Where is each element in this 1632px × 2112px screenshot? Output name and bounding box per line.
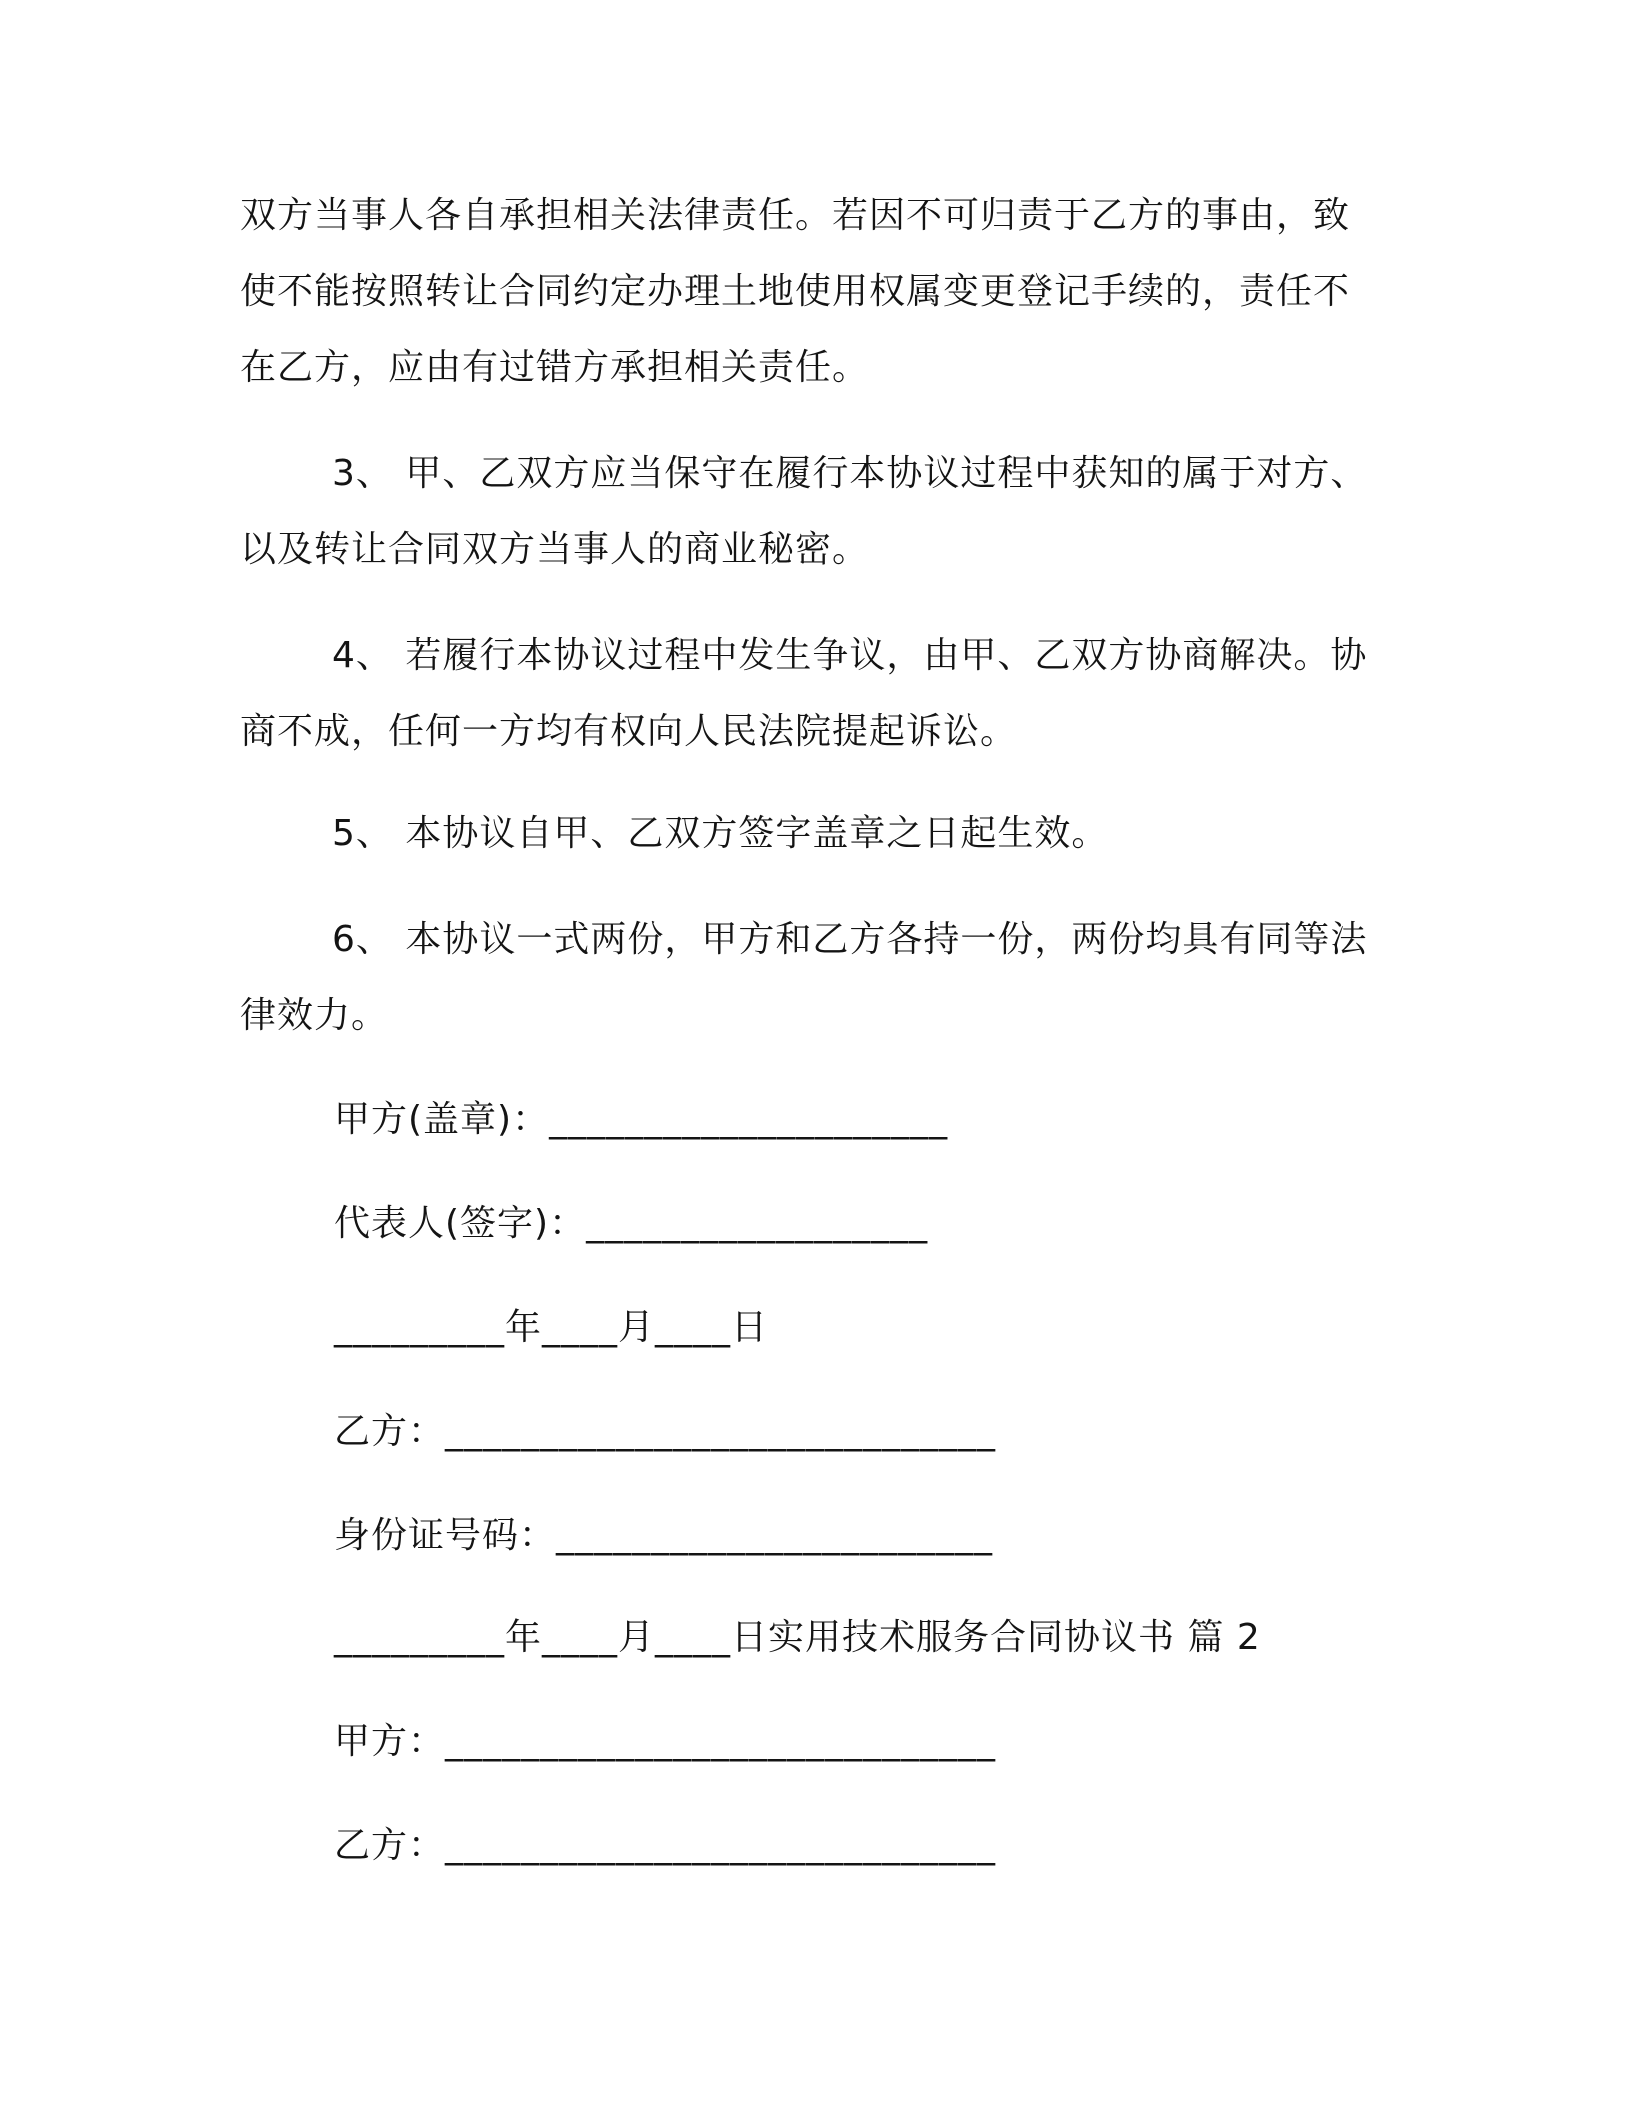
representative-signature-line: 代表人(签字)：__________________ — [334, 1203, 929, 1244]
date-line-1: _________年____月____日 — [334, 1307, 768, 1348]
paragraph-clause-3: 3、 甲、乙双方应当保守在履行本协议过程中获知的属于对方、以及转让合同双方当事人的商业秘密。 — [240, 453, 1368, 570]
party-b-line: 乙方：_____________________________ — [334, 1411, 997, 1452]
paragraph-liability: 双方当事人各自承担相关法律责任。若因不可归责于乙方的事由，致使不能按照转让合同约定办理土地使用权属变更登记手续的，责任不在乙方，应由有过错方承担相关责任。 — [240, 195, 1351, 388]
paragraph-clause-5: 5、 本协议自甲、乙双方签字盖章之日起生效。 — [332, 813, 1109, 854]
party-b-line-2: 乙方：_____________________________ — [334, 1825, 997, 1866]
paragraph-clause-6: 6、 本协议一式两份，甲方和乙方各持一份，两份均具有同等法律效力。 — [240, 919, 1368, 1036]
party-a-seal-line: 甲方(盖章)：_____________________ — [334, 1099, 949, 1140]
date-line-and-heading: _________年____月____日实用技术服务合同协议书 篇 2 — [334, 1617, 1261, 1658]
id-number-line: 身份证号码：_______________________ — [334, 1515, 994, 1556]
paragraph-clause-4: 4、 若履行本协议过程中发生争议，由甲、乙双方协商解决。协商不成，任何一方均有权向人民法院提起诉讼。 — [240, 635, 1368, 752]
party-a-line: 甲方：_____________________________ — [334, 1721, 997, 1762]
